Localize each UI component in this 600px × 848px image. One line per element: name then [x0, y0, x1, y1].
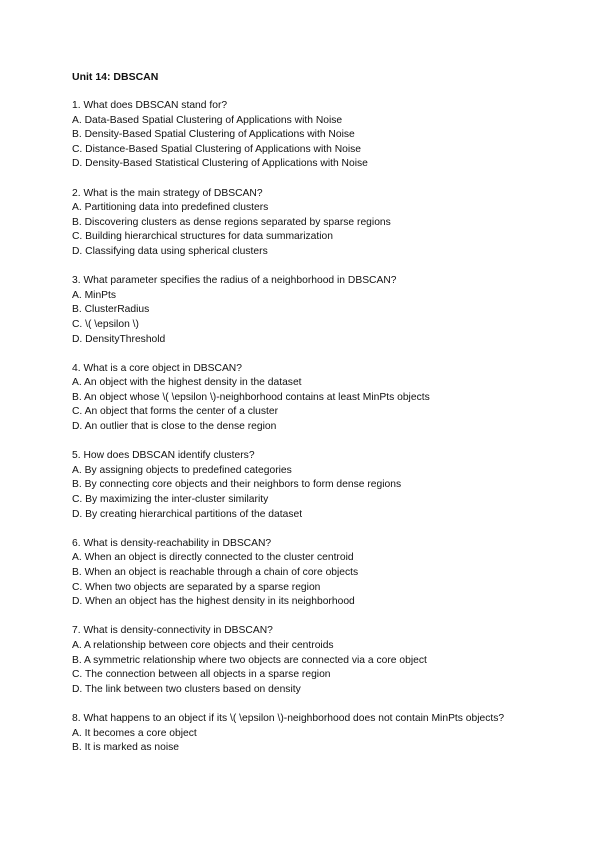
option-a: A. It becomes a core object — [72, 727, 197, 739]
option-d: D. When an object has the highest density in its neighborhood — [72, 596, 355, 608]
option-d: D. DensityThreshold — [72, 333, 166, 345]
option-d: D. The link between two clusters based on density — [72, 683, 301, 695]
option-a: A. Data-Based Spatial Clustering of Applications with Noise — [72, 114, 343, 126]
option-a: A. An object with the highest density in the dataset — [72, 377, 302, 389]
option-b: B. It is marked as noise — [72, 742, 180, 754]
option-b: B. An object whose \( \epsilon \)-neighborhood contains at least MinPts objects — [72, 391, 430, 403]
option-a: A. MinPts — [72, 289, 117, 301]
unit-title: Unit 14: DBSCAN — [72, 71, 159, 83]
option-b: B. Density-Based Spatial Clustering of Applications with Noise — [72, 129, 355, 141]
question-8 — [72, 712, 528, 756]
question-4 — [72, 362, 528, 435]
question-1 — [72, 99, 528, 172]
question-text: 1. What does DBSCAN stand for? — [72, 100, 228, 111]
option-b: B. By connecting core objects and their neighbors to form dense regions — [72, 479, 402, 491]
question-text: 8. What happens to an object if its \( \epsilon \)-neighborhood does not contain MinPts objects? — [72, 712, 505, 724]
option-a: A. A relationship between core objects and their centroids — [72, 639, 334, 651]
question-text: 2. What is the main strategy of DBSCAN? — [72, 187, 263, 199]
question-text: 4. What is a core object in DBSCAN? — [72, 362, 242, 374]
option-d: D. Density-Based Statistical Clustering of Applications with Noise — [72, 158, 368, 170]
option-b: B. Discovering clusters as dense regions separated by sparse regions — [72, 216, 391, 228]
option-c: C. An object that forms the center of a cluster — [72, 406, 279, 418]
document-page — [72, 70, 528, 770]
option-a: A. Partitioning data into predefined clusters — [72, 202, 269, 214]
question-text: 6. What is density-reachability in DBSCAN? — [72, 537, 272, 549]
option-a: A. When an object is directly connected to the cluster centroid — [72, 552, 354, 564]
option-c: C. Building hierarchical structures for data summarization — [72, 231, 333, 243]
option-c: C. The connection between all objects in a sparse region — [72, 669, 331, 681]
question-3 — [72, 274, 528, 347]
option-a: A. By assigning objects to predefined categories — [72, 464, 292, 476]
option-c: C. When two objects are separated by a sparse region — [72, 581, 321, 593]
question-5 — [72, 449, 528, 522]
option-c: C. Distance-Based Spatial Clustering of Applications with Noise — [72, 143, 362, 155]
option-b: B. A symmetric relationship where two objects are connected via a core object — [72, 654, 427, 666]
option-c: C. By maximizing the inter-cluster similarity — [72, 494, 269, 506]
option-d: D. Classifying data using spherical clusters — [72, 245, 268, 257]
option-d: D. By creating hierarchical partitions of the dataset — [72, 508, 303, 520]
option-b: B. ClusterRadius — [72, 304, 150, 316]
question-7 — [72, 624, 528, 697]
option-b: B. When an object is reachable through a chain of core objects — [72, 567, 359, 578]
question-2 — [72, 187, 528, 260]
question-text: 7. What is density-connectivity in DBSCAN? — [72, 625, 273, 637]
question-text: 3. What parameter specifies the radius of a neighborhood in DBSCAN? — [72, 275, 397, 287]
question-text: 5. How does DBSCAN identify clusters? — [72, 450, 255, 462]
question-6 — [72, 537, 528, 610]
option-d: D. An outlier that is close to the dense region — [72, 421, 277, 433]
option-c: C. \( \epsilon \) — [72, 318, 139, 330]
